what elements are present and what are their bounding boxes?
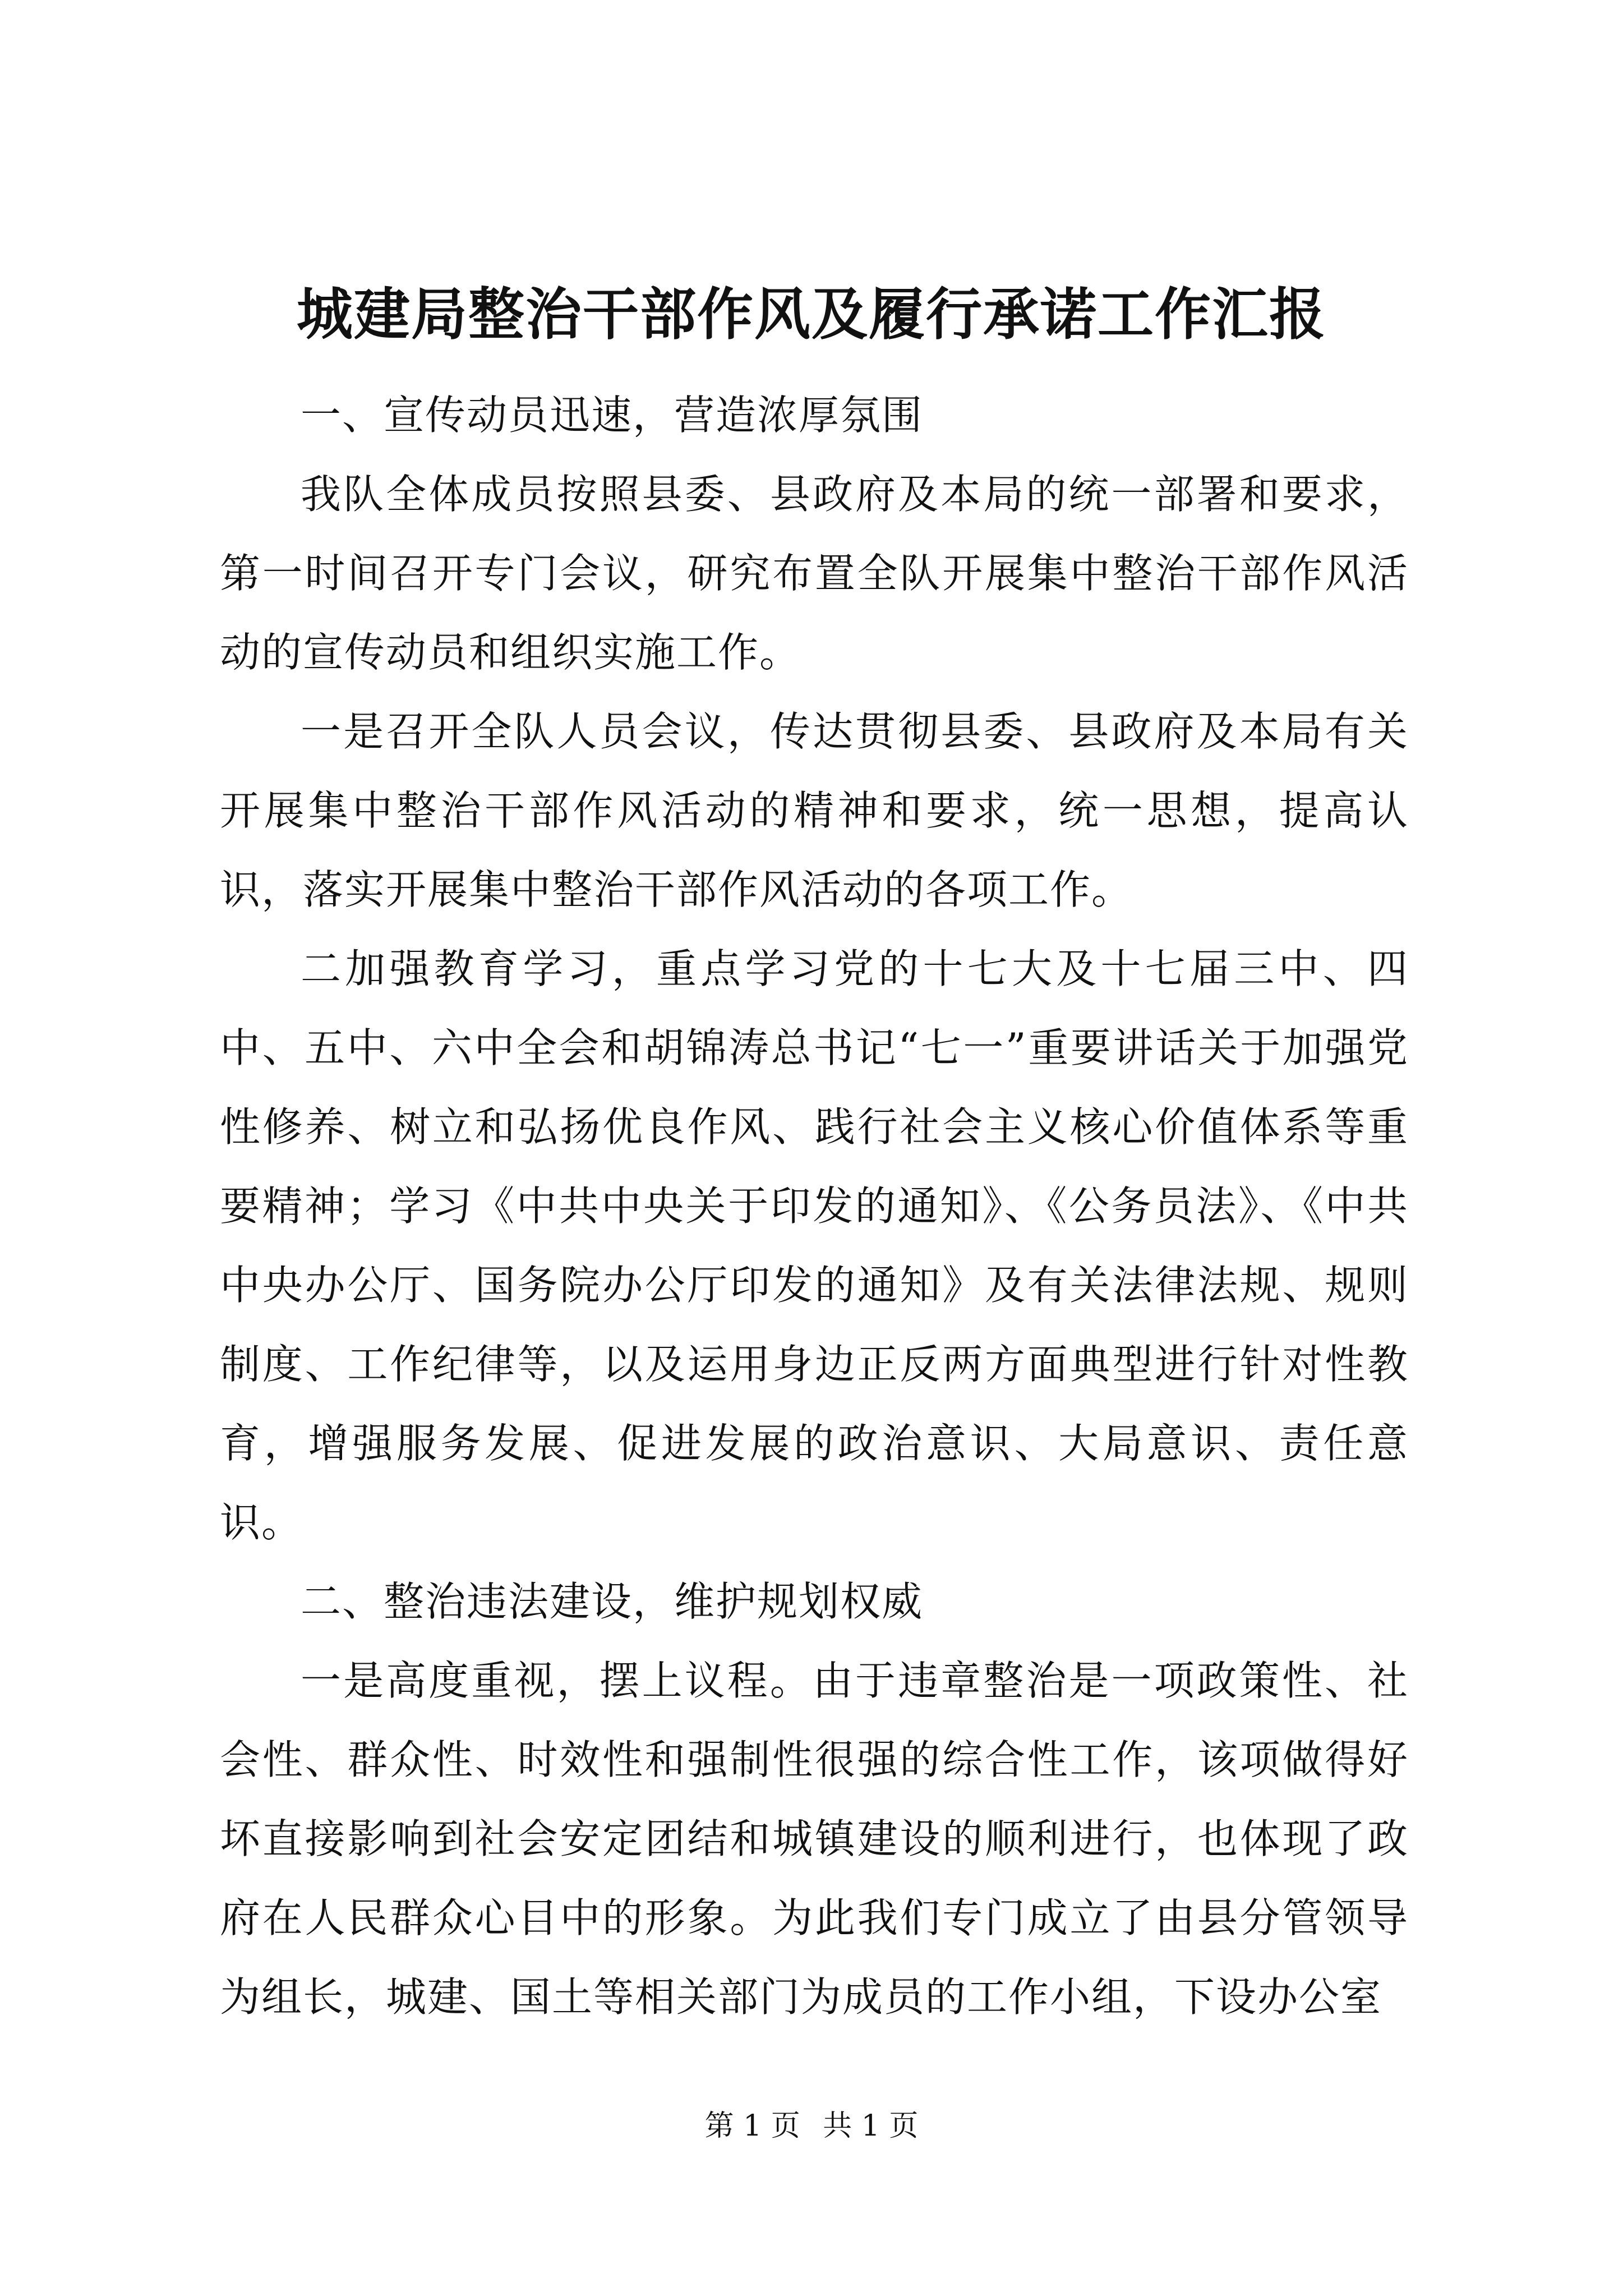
paragraph-education: 二加强教育学习，重点学习党的十七大及十七届三中、四中、五中、六中全会和胡锦涛总书记“七一”重要讲话关于加强党性修养、树立和弘扬优良作风、践行社会主义核心价值体系等重要精神；学习《中共中央关于印发的通知》、《公务员法》、《中共中央办公厅、国务院办公厅印发的通知》及有关法律法规、规则制度、工作纪律等，以及运用身边正反两方面典型进行针对性教育，增强服务发展、促进发展的政治意识、大局意识、责任意识。 [220,945,1409,1546]
document-body [220,376,1409,2037]
paragraph-rectification: 一是高度重视，摆上议程。由于违章整治是一项政策性、社会性、群众性、时效性和强制性很强的综合性工作，该项做得好坏直接影响到社会安定团结和城镇建设的顺利进行，也体现了政府在人民群众心目中的形象。为此我们专门成立了由县分管领导为组长，城建、国土等相关部门为成员的工作小组，下设办公室 [220,1657,1409,2021]
page-footer [0,2104,1623,2148]
page-number: 第 1 页 [704,2109,800,2143]
section-heading-2: 二、整治违法建设，维护规划权威 [301,1578,924,1625]
page-total: 共 1 页 [823,2109,919,2143]
page-title: 城建局整治干部作风及履行承诺工作汇报 [297,281,1326,347]
paragraph-intro: 我队全体成员按照县委、县政府及本局的统一部署和要求，第一时间召开专门会议，研究布置全队开展集中整治干部作风活动的宣传动员和组织实施工作。 [220,471,1409,676]
section-heading-1: 一、宣传动员迅速，营造浓厚氛围 [301,392,924,439]
paragraph-meeting: 一是召开全队人员会议，传达贯彻县委、县政府及本局有关开展集中整治干部作风活动的精神和要求，统一思想，提高认识，落实开展集中整治干部作风活动的各项工作。 [220,708,1409,913]
